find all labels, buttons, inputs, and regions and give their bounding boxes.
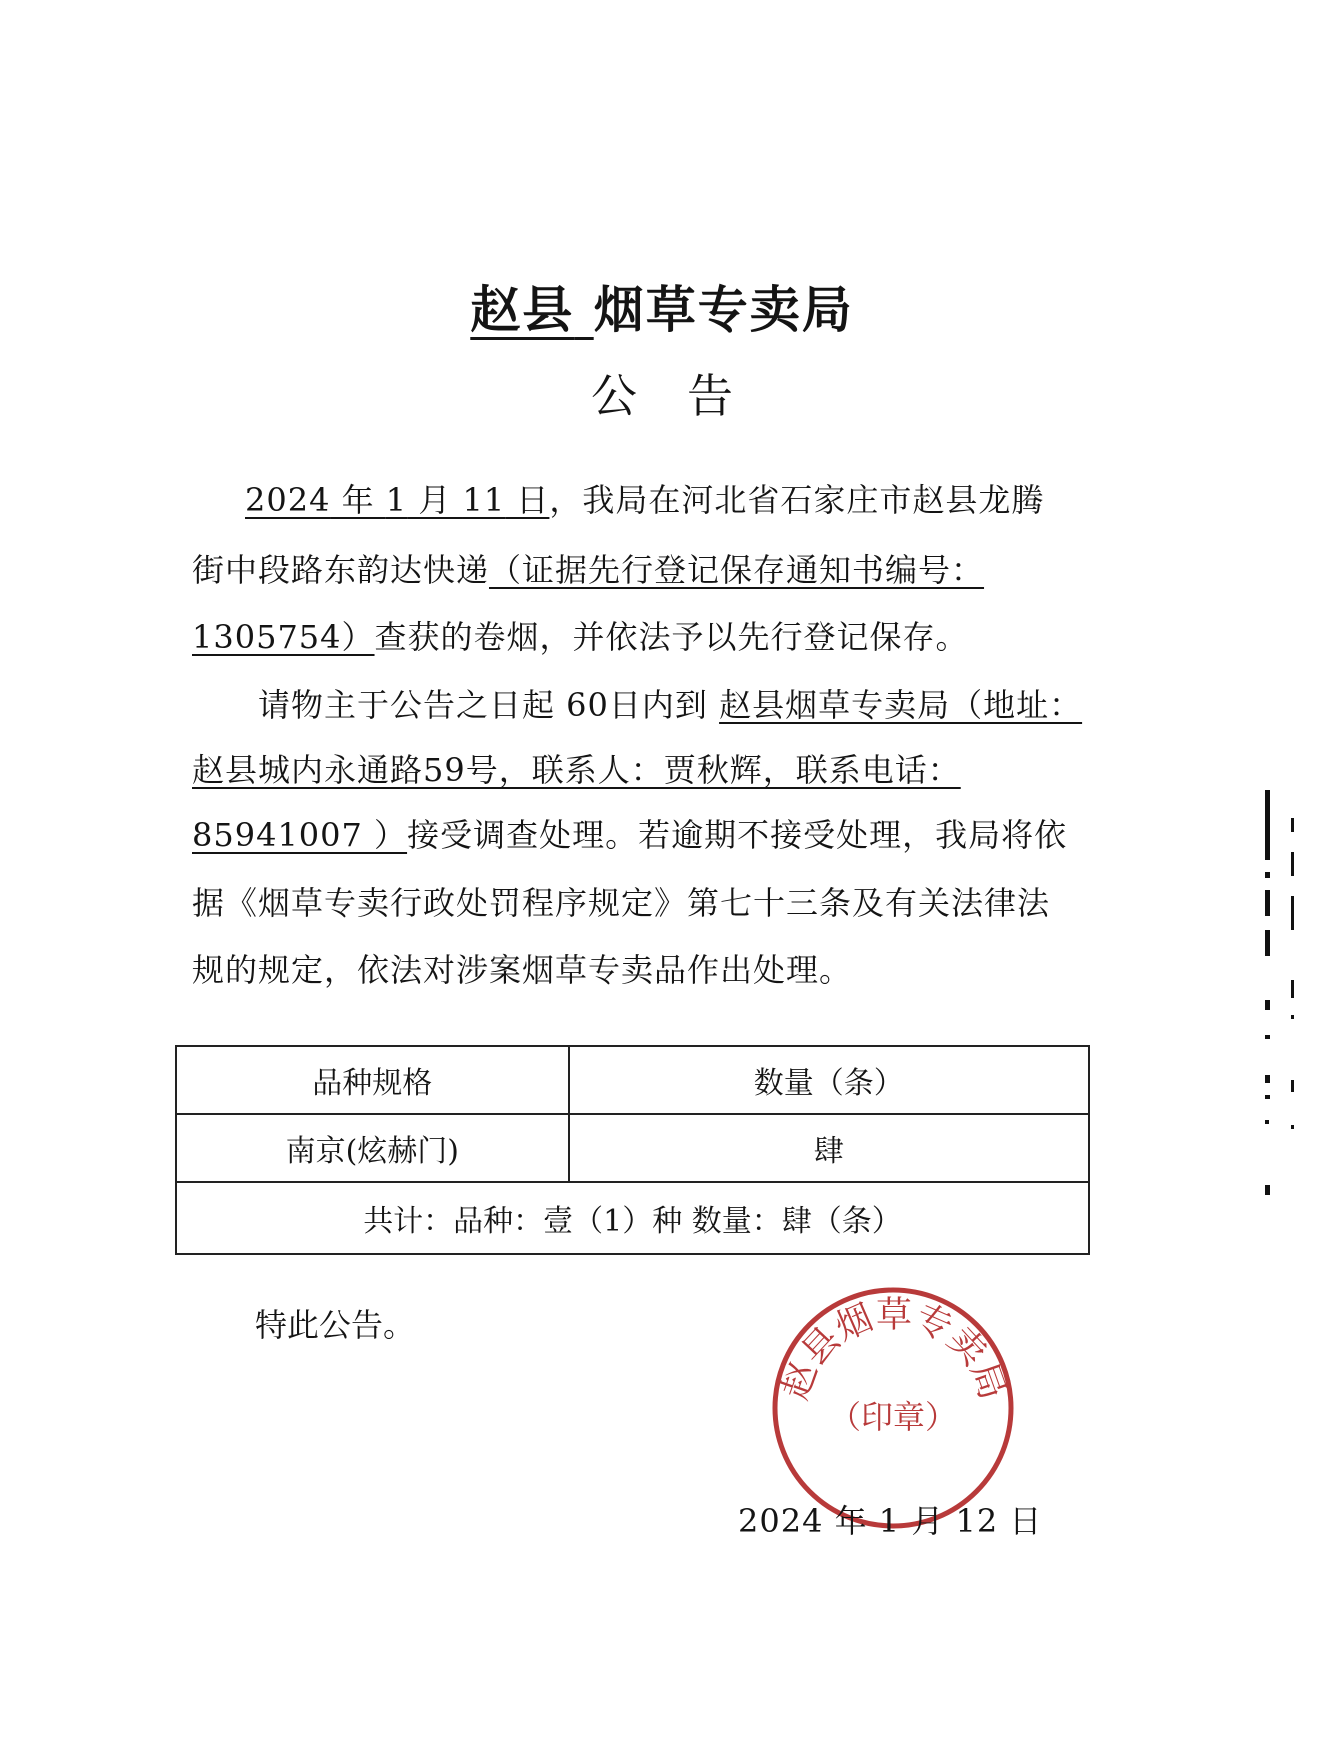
p1-line-3: 1305754）查获的卷烟，并依法予以先行登记保存。 bbox=[192, 618, 969, 656]
cell-total: 共计：品种：壹（1）种 数量：肆（条） bbox=[176, 1182, 1089, 1254]
p2-line-3: 85941007 ）接受调查处理。若逾期不接受处理，我局将依 bbox=[192, 816, 1068, 854]
org-title-prefix: 赵县 bbox=[470, 281, 575, 339]
header-variety: 品种规格 bbox=[176, 1046, 569, 1114]
cell-quantity: 肆 bbox=[569, 1114, 1089, 1182]
scan-edge-marks bbox=[1265, 790, 1305, 1210]
org-title-suffix: 烟草专卖局 bbox=[593, 281, 854, 339]
contact-phone: 85941007 ） bbox=[192, 816, 408, 854]
contact-info: 赵县城内永通路59号，联系人：贾秋辉，联系电话： bbox=[192, 751, 961, 789]
header-quantity: 数量（条） bbox=[569, 1046, 1089, 1114]
p1-line-1: 2024 年 1 月 11 日，我局在河北省石家庄市赵县龙腾 bbox=[245, 481, 1045, 519]
sign-date: 2024 年 1 月 12 日 bbox=[738, 1502, 1043, 1540]
p2-line-1: 请物主于公告之日起 60日内到 赵县烟草专卖局（地址： bbox=[258, 686, 1083, 724]
table-total-row bbox=[176, 1182, 1089, 1254]
table-header-row bbox=[176, 1046, 1089, 1114]
p1-date-year: 2024 bbox=[245, 481, 331, 519]
seal-center-text: （印章） bbox=[828, 1398, 958, 1436]
evidence-number: 1305754） bbox=[192, 618, 375, 656]
closing-text: 特此公告。 bbox=[255, 1306, 416, 1344]
p2-line-4: 据《烟草专卖行政处罚程序规定》第七十三条及有关法律法 bbox=[192, 884, 1051, 922]
p2-line-2 bbox=[192, 745, 961, 791]
notice-title: 公告 bbox=[591, 369, 783, 423]
p2-line-5: 规的规定，依法对涉案烟草专卖品作出处理。 bbox=[192, 951, 853, 989]
org-title bbox=[0, 270, 1324, 342]
items-table bbox=[175, 1045, 1090, 1255]
p1-line-2: 街中段路东韵达快递（证据先行登记保存通知书编号： bbox=[192, 551, 985, 589]
cell-variety: 南京(炫赫门) bbox=[176, 1114, 569, 1182]
p1-date-day: 11 bbox=[462, 481, 506, 519]
table-row bbox=[176, 1114, 1089, 1182]
seal-ring-text: 赵县烟草专卖局 bbox=[774, 1294, 1014, 1405]
p1-date-month: 1 bbox=[385, 481, 408, 519]
svg-text:赵县烟草专卖局 bbox=[775, 1294, 1013, 1405]
